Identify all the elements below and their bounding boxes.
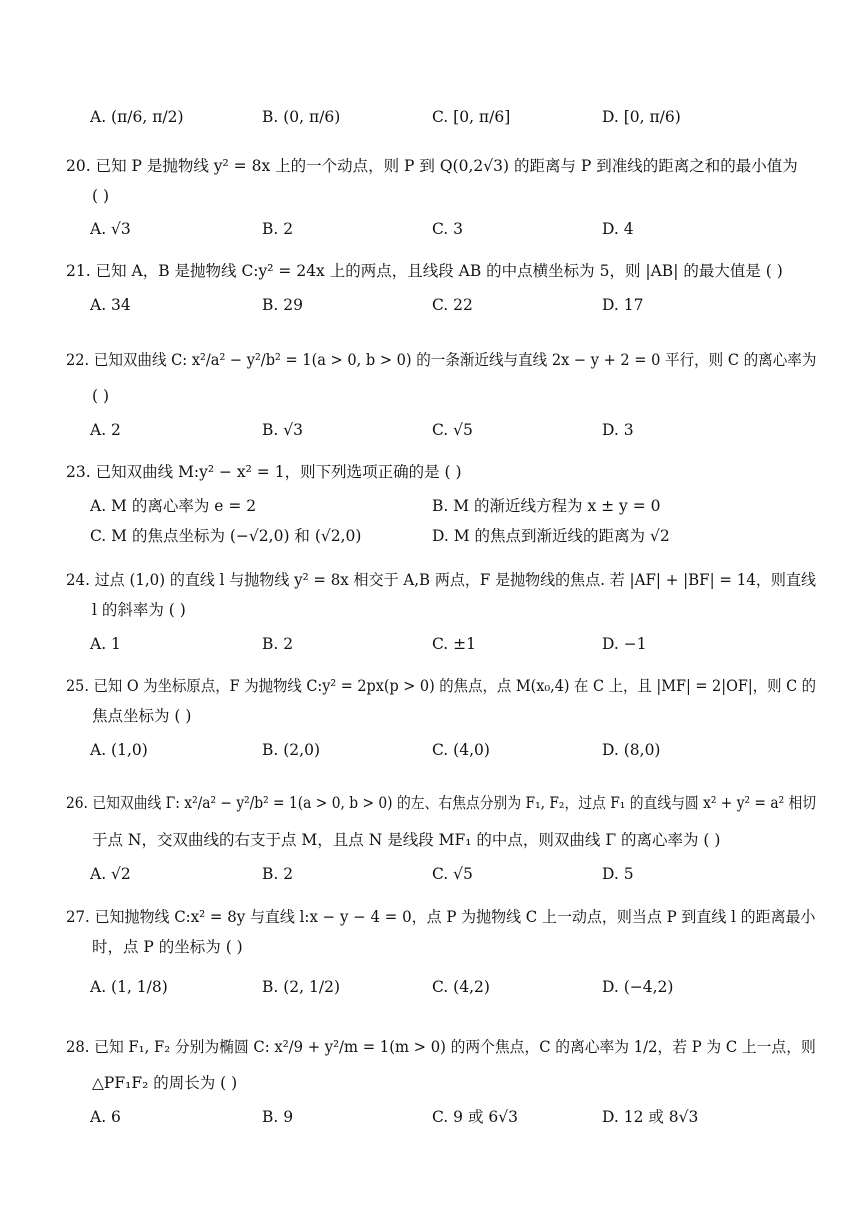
q27-option-a: A. (1, 1/8) [90,978,168,996]
q25-stem-line1: 25. 已知 O 为坐标原点，F 为抛物线 C:y² = 2px(p > 0) 的焦点，点 M(x₀,4) 在 C 上，且 |MF| = 2|OF|，则 C 的 [66,677,817,695]
q28-stem-line2: △PF₁F₂ 的周长为 ( ) [92,1074,238,1092]
q28-option-b: B. 9 [262,1108,294,1126]
q25-option-c: C. (4,0) [432,741,490,759]
q22-option-d: D. 3 [602,421,634,439]
q19-option-c: C. [0, π/6] [432,108,511,126]
q24-option-d: D. −1 [602,635,647,653]
q24-stem-line2: l 的斜率为 ( ) [92,601,186,619]
q26-option-b: B. 2 [262,865,294,883]
q21-stem-line1: 21. 已知 A，B 是抛物线 C:y² = 24x 上的两点，且线段 AB 的中点横坐标为 5，则 |AB| 的最大值是 ( ) [66,262,783,280]
q19-option-a: A. (π/6, π/2) [90,108,184,126]
q20-option-d: D. 4 [602,220,634,238]
q22-option-c: C. √5 [432,421,473,439]
q26-stem-line2: 于点 N，交双曲线的右支于点 M，且点 N 是线段 MF₁ 的中点，则双曲线 Γ 的离心率为 ( ) [92,831,721,849]
q23-stem-line1: 23. 已知双曲线 M:y² − x² = 1，则下列选项正确的是 ( ) [66,463,462,481]
q28-option-d: D. 12 或 8√3 [602,1108,699,1126]
q20-option-a: A. √3 [90,220,131,238]
q27-option-d: D. (−4,2) [602,978,674,996]
q24-option-c: C. ±1 [432,635,477,653]
q28-option-a: A. 6 [90,1108,121,1126]
q20-stem-line2: ( ) [92,187,110,205]
q21-option-b: B. 29 [262,296,303,314]
q21-option-c: C. 22 [432,296,473,314]
q24-stem-line1: 24. 过点 (1,0) 的直线 l 与抛物线 y² = 8x 相交于 A,B 两点，F 是抛物线的焦点. 若 |AF| + |BF| = 14，则直线 [66,571,816,589]
q20-option-c: C. 3 [432,220,464,238]
q26-option-d: D. 5 [602,865,634,883]
q24-option-b: B. 2 [262,635,294,653]
q22-option-a: A. 2 [90,421,121,439]
q26-stem-line1: 26. 已知双曲线 Γ: x²/a² − y²/b² = 1(a > 0, b > 0) 的左、右焦点分别为 F₁, F₂，过点 F₁ 的直线与圆 x² + y² = a² 相切 [66,794,817,812]
q27-option-b: B. (2, 1/2) [262,978,340,996]
q27-stem-line1: 27. 已知抛物线 C:x² = 8y 与直线 l:x − y − 4 = 0，点 P 为抛物线 C 上一动点，则当点 P 到直线 l 的距离最小 [66,908,816,926]
q25-option-a: A. (1,0) [90,741,148,759]
q22-stem-line2: ( ) [92,387,110,405]
q28-stem-line1: 28. 已知 F₁, F₂ 分别为椭圆 C: x²/9 + y²/m = 1(m > 0) 的两个焦点，C 的离心率为 1/2，若 P 为 C 上一点，则 [66,1038,816,1056]
q19-option-d: D. [0, π/6) [602,108,681,126]
q21-option-a: A. 34 [90,296,131,314]
q20-option-b: B. 2 [262,220,294,238]
q27-option-c: C. (4,2) [432,978,490,996]
q27-stem-line2: 时，点 P 的坐标为 ( ) [92,938,243,956]
q19-option-b: B. (0, π/6) [262,108,341,126]
q23-option-b: B. M 的渐近线方程为 x ± y = 0 [432,497,661,515]
q23-option-d: D. M 的焦点到渐近线的距离为 √2 [432,527,670,545]
q21-option-d: D. 17 [602,296,644,314]
q22-option-b: B. √3 [262,421,303,439]
q28-option-c: C. 9 或 6√3 [432,1108,518,1126]
q26-option-a: A. √2 [90,865,131,883]
q24-option-a: A. 1 [90,635,121,653]
q25-option-b: B. (2,0) [262,741,320,759]
q25-option-d: D. (8,0) [602,741,661,759]
q23-option-a: A. M 的离心率为 e = 2 [90,497,257,515]
q26-option-c: C. √5 [432,865,473,883]
q23-option-c: C. M 的焦点坐标为 (−√2,0) 和 (√2,0) [90,527,362,545]
q22-stem-line1: 22. 已知双曲线 C: x²/a² − y²/b² = 1(a > 0, b > 0) 的一条渐近线与直线 2x − y + 2 = 0 平行，则 C 的离心率为 [66,351,817,369]
q20-stem-line1: 20. 已知 P 是抛物线 y² = 8x 上的一个动点，则 P 到 Q(0,2√3) 的距离与 P 到准线的距离之和的最小值为 [66,157,798,175]
q25-stem-line2: 焦点坐标为 ( ) [92,707,192,725]
